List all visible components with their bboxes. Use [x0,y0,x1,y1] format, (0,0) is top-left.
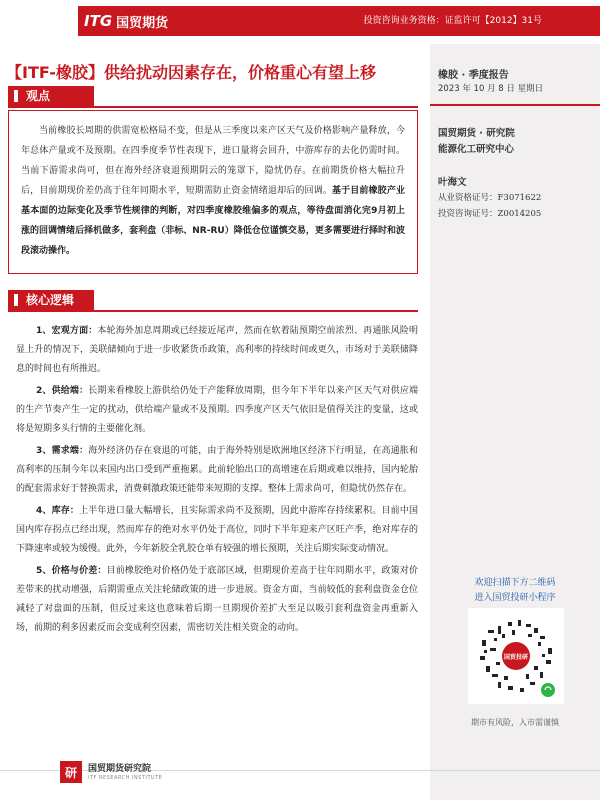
institute-name: 国贸期货研究院 [88,763,152,774]
page-footer [60,758,162,786]
viewpoint-heading-label: 观点 [8,86,94,106]
viewpoint-box [8,110,418,274]
risk-warning: 期市有风险，入市需谨慎 [471,718,559,727]
report-type: 橡胶 · 季度报告 [438,70,509,81]
qr-center-label: 国贸投研 [503,654,529,661]
viewpoint-conclusion: 基于目前橡胶产业基本面的边际变化及季节性规律的判断，对四季度橡胶维偏多的观点，等待盘面消化完9月初上涨的回调情绪后择机做多，套利盘（非标、NR-RU）降低仓位谨慎交易，更多需要进行择时和波段滚动操作。 [21,186,405,256]
logo-itg: ITG [84,12,113,30]
core-item-demand: 3、需求端：海外经济仍存在衰退的可能，由于海外特别是欧洲地区经济下行明显，在高通胀和高利率的压制今年以来国内出口受到严重拖累。此前轮胎出口的高增速在后期或难以维持，国内轮胎的配套需求好于替换需求，消费刺激政策还能带来短期的支撑。整体上需求尚可，但隐忧仍然存在。 [16,446,418,494]
sidebar-divider [430,104,600,106]
core-logic-heading-label: 核心逻辑 [8,290,94,310]
core-logic-body [16,322,418,641]
research-institute-logo: 研 [60,761,82,783]
core-logic-heading [8,290,418,312]
page-header [0,0,600,44]
report-title: 【ITF-橡胶】供给扰动因素存在，价格重心有望上移 [6,63,376,82]
organization: 国贸期货 · 研究院 能源化工研究中心 [438,128,515,155]
brand-logo [78,6,168,36]
institute-name-en: ITF RESEARCH INSTITUTE [88,774,163,781]
core-item-macro: 1、宏观方面：本轮海外加息周期或已经接近尾声，然而在软着陆预期空前浓烈、再通胀风险明显上升的情况下，美联储倾向于进一步收紧货币政策，高利率的持续时间或更久，市场对于美联储降息的时间也有所推迟。 [16,326,418,374]
core-item-price: 5、价格与价差：目前橡胶绝对价格仍处于底部区域，但期现价差高于往年同期水平，政策对价差带来的扰动增强，后期需重点关注轮储政策的进一步进展。资金方面，当前较低的套利盘资金仓位减轻了对盘面的压制，但反过来这也意味着后期一旦期现价差扩大至足以吸引套利盘资金再重新入场，前期的利多因素反而会变成利空因素，需密切关注相关资金的动向。 [16,566,418,633]
author-certificates: 从业资格证号：F3071622 投资咨询证号：Z0014205 [438,193,542,219]
qr-caption: 欢迎扫描下方二维码 进入国贸投研小程序 [474,578,556,603]
logo-cn: 国贸期货 [116,15,169,31]
qr-code-icon [468,608,564,704]
viewpoint-heading [8,86,418,108]
viewpoint-text: 当前橡胶长周期的供需宽松格局不变，但是从三季度以来产区天气及价格影响产量释放，今年总体产量或不及预期。在四季度季节性表现下，进口量将会回升，中游库存的去化仍需时间。当前下游需求尚可，但在海外经济衰退预期阴云的笼罩下，隐忧仍存。在前期货价格大幅拉升后，目前期现价差仍高于往年同期水平，短期需防止资金情绪退却后的回调。 [21,126,405,196]
license-text: 投资咨询业务资格：证监许可【2012】31号 [363,16,542,26]
core-item-supply: 2、供给端：长期来看橡胶上游供给仍处于产能释放周期，但今年下半年以来产区天气对供应端的生产节奏产生一定的扰动，供给端产量或不及预期。四季度产区天气依旧是值得关注的变量，这或将是短期多头行情的主要催化剂。 [16,386,418,434]
report-date: 2023 年 10 月 8 日 星期日 [438,84,544,94]
author-name: 叶海文 [438,177,467,188]
core-item-inventory: 4、库存：上半年进口量大幅增长，且实际需求尚不及预期，因此中游库存持续累积。目前中国国内库存拐点已经出现，然而库存的绝对水平仍处于高位，同时下半年迎来产区旺产季，绝对库存的下降速率或较为缓慢。此外，今年新胶全乳胶仓单有较强的增长预期，关注后期实际变动情况。 [16,506,418,554]
mini-program-qr-code[interactable] [468,608,564,704]
